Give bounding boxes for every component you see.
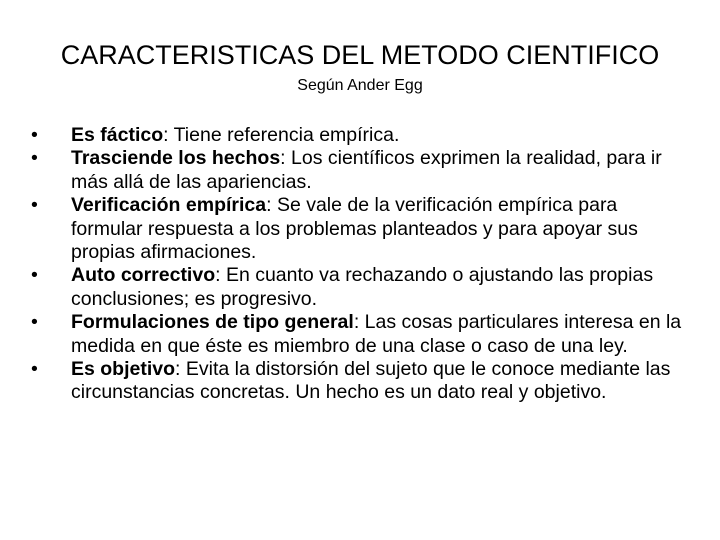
bullet-text: : En cuanto va rechazando o ajustando las propias conclusiones; es progresivo.: [71, 264, 654, 310]
bullet-text: : Se vale de la verificación empírica para formular respuesta a los problemas planteados y para apoyar sus propias afirmaciones.: [71, 194, 638, 264]
bullet-icon: •: [31, 194, 38, 217]
bullet-text: : Las cosas particulares interesa en la medida en que éste es miembro de una clase o caso de una ley.: [71, 311, 682, 357]
bullet-term: Es fáctico: [71, 124, 164, 146]
bullet-text: : Tiene referencia empírica.: [163, 124, 400, 146]
bullet-item-factico: [31, 124, 691, 147]
bullet-list: [31, 124, 691, 405]
bullet-icon: •: [31, 147, 38, 170]
bullet-term: Formulaciones de tipo general: [71, 311, 354, 334]
bullet-term: Verificación empírica: [71, 194, 267, 217]
subtitle-text: Según Ander Egg: [297, 77, 423, 94]
bullet-icon: •: [31, 358, 38, 381]
bullet-item-trasciende: [31, 147, 691, 194]
bullet-term: Trasciende los hechos: [71, 147, 281, 170]
bullet-text: : Evita la distorsión del sujeto que le conoce mediante las circunstancias concretas. Un hecho es un dato real y objetivo.: [71, 358, 671, 404]
bullet-item-verificacion: [31, 194, 691, 264]
bullet-item-formulaciones: [31, 311, 691, 358]
bullet-icon: •: [31, 264, 38, 287]
bullet-term: Es objetivo: [71, 358, 176, 381]
bullet-icon: •: [31, 124, 38, 146]
bullet-item-objetivo: [31, 358, 691, 405]
bullet-term: Auto correctivo: [71, 264, 216, 287]
bullet-icon: •: [31, 311, 38, 334]
slide-subtitle: [0, 76, 720, 96]
slide-title: CARACTERISTICAS DEL METODO CIENTIFICO: [60, 40, 660, 70]
bullet-text: : Los científicos exprimen la realidad, para ir más allá de las apariencias.: [71, 147, 662, 193]
bullet-item-autocorrectivo: [31, 264, 691, 311]
